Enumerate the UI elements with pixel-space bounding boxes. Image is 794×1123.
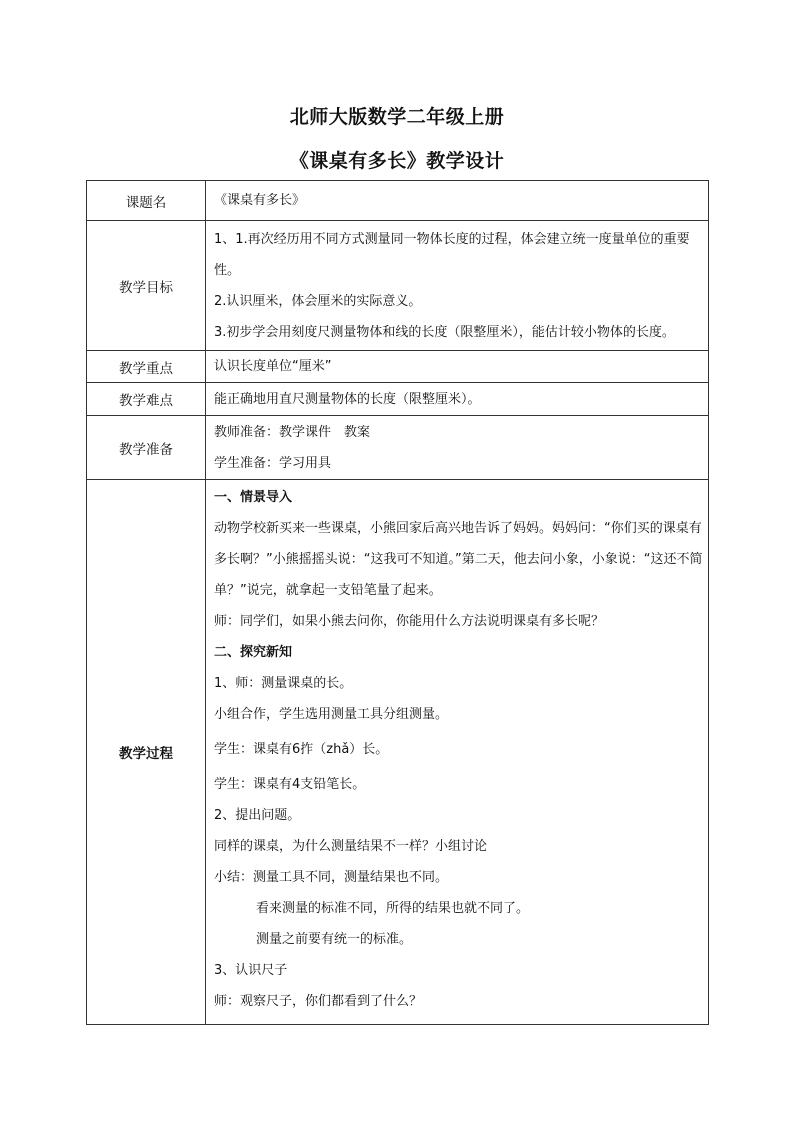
prep-teacher: 教师准备：教学课件 教案: [214, 424, 371, 440]
row-key: [87, 351, 709, 383]
process-line: 同样的课桌，为什么测量结果不一样？小组讨论: [214, 839, 488, 854]
doc-title: 北师大版数学二年级上册: [289, 106, 505, 128]
process-label: 教学过程: [87, 480, 206, 1025]
row-topic: [87, 181, 709, 221]
key-text: 认识长度单位“厘米”: [214, 359, 332, 374]
process-line: 学生：课桌有6拃（zhǎ）长。: [214, 742, 389, 757]
process-line: 看来测量的标准不同，所得的结果也就不同了。: [256, 901, 530, 916]
process-line: 学生：课桌有4支铅笔长。: [214, 777, 366, 792]
goals-value: [206, 221, 709, 351]
process-line: 1、师：测量课桌的长。: [214, 676, 353, 691]
prep-student: 学生准备：学习用具: [214, 455, 332, 471]
doc-subtitle: 《课桌有多长》教学设计: [289, 150, 505, 172]
process-line: 小组合作，学生选用测量工具分组测量。: [214, 707, 449, 722]
row-process: [87, 480, 709, 1025]
topic-value: [206, 181, 709, 221]
process-line: 小结：测量工具不同，测量结果也不同。: [214, 870, 449, 885]
process-line: 测量之前要有统一的标准。: [256, 932, 413, 947]
goal-item: 2.认识厘米，体会厘米的实际意义。: [214, 293, 422, 309]
difficulty-label: 教学难点: [87, 383, 206, 416]
difficulty-value: [206, 383, 709, 416]
row-prep: [87, 416, 709, 480]
section-heading: 二、探究新知: [214, 645, 293, 660]
process-line: 师：同学们，如果小熊去问你，你能用什么方法说明课桌有多长呢？: [214, 614, 605, 629]
goal-item: 3.初步学会用刻度尺测量物体和线的长度（限整厘米），能估计较小物体的长度。: [214, 324, 675, 340]
prep-label: 教学准备: [87, 416, 206, 480]
process-line: 3、认识尺子: [214, 963, 288, 978]
section-heading: 一、情景导入: [214, 490, 293, 505]
goal-item: 1、1.再次经历用不同方式测量同一物体长度的过程，体会建立统一度量单位的重要性。: [214, 231, 690, 278]
prep-value: [206, 416, 709, 480]
goals-label: 教学目标: [87, 221, 206, 351]
topic-label: 课题名: [87, 181, 206, 221]
lesson-plan-table: [86, 180, 709, 1025]
row-goals: [87, 221, 709, 351]
topic-text: 《课桌有多长》: [214, 193, 306, 208]
process-value: [206, 480, 709, 1025]
process-paragraph: 动物学校新买来一些课桌，小熊回家后高兴地告诉了妈妈。妈妈问：“你们买的课桌有多长啊？”小熊摇摇头说：“这我可不知道。”第二天，他去问小象，小象说：“这还不简单？”说完，就拿起一支铅笔量了起来。: [214, 521, 703, 598]
key-value: [206, 351, 709, 383]
row-difficulty: [87, 383, 709, 416]
difficulty-text: 能正确地用直尺测量物体的长度（限整厘米）。: [214, 391, 481, 407]
process-line: 师：观察尺子，你们都看到了什么？: [214, 994, 423, 1009]
process-line: 2、提出问题。: [214, 808, 301, 823]
key-label: 教学重点: [87, 351, 206, 383]
